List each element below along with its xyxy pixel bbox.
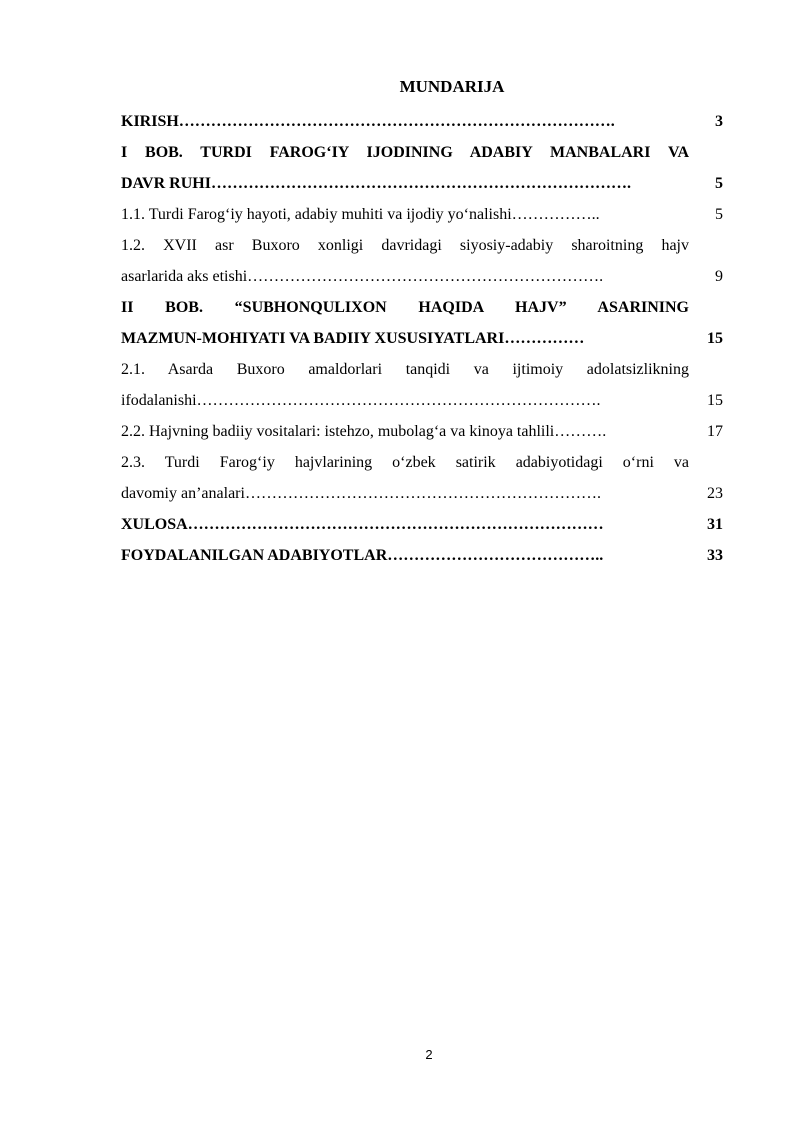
toc-entry-title: KIRISH………………………………………………………………………. bbox=[121, 113, 615, 130]
toc-entry-title: I BOB. TURDI FAROG‘IY IJODINING ADABIY MANBALARI VA bbox=[121, 144, 689, 161]
toc-entry-title: FOYDALANILGAN ADABIYOTLAR………………………………….. bbox=[121, 547, 604, 564]
toc-entry-section-2-1[interactable] bbox=[121, 354, 723, 416]
toc-entry-page: 5 bbox=[715, 175, 723, 192]
toc-entry-page: 23 bbox=[707, 485, 723, 502]
toc-entry-page: 17 bbox=[707, 423, 723, 440]
toc-entry-title: davomiy an’analari…………………………………………………………. bbox=[121, 485, 601, 502]
toc-entry-section-1-1[interactable] bbox=[121, 199, 723, 230]
toc-entry-page: 33 bbox=[707, 547, 723, 564]
toc-entry-title: DAVR RUHI……………………………………………………………………. bbox=[121, 175, 631, 192]
toc-entry-section-2-3[interactable] bbox=[121, 447, 723, 509]
toc-entry-title: 2.2. Hajvning badiiy vositalari: istehzo, mubolag‘a va kinoya tahlili………. bbox=[121, 423, 607, 440]
toc-entry-title: II BOB. “SUBHONQULIXON HAQIDA HAJV” ASARINING bbox=[121, 299, 689, 316]
toc-entry-section-1-2[interactable] bbox=[121, 230, 723, 292]
toc-entry-title: ifodalanishi…………………………………………………………………. bbox=[121, 392, 601, 409]
page-number: 2 bbox=[425, 1047, 433, 1062]
toc-entry-page: 15 bbox=[707, 392, 723, 409]
toc-entry-chapter-1[interactable] bbox=[121, 137, 723, 199]
toc-entry-kirish[interactable] bbox=[121, 106, 723, 137]
toc-heading: MUNDARIJA bbox=[399, 77, 505, 96]
toc-entry-page: 5 bbox=[715, 206, 723, 223]
toc-entry-title: 1.1. Turdi Farog‘iy hayoti, adabiy muhiti va ijodiy yo‘nalishi…………….. bbox=[121, 206, 600, 223]
toc-entry-xulosa[interactable] bbox=[121, 509, 723, 540]
toc-entry-page: 3 bbox=[715, 113, 723, 130]
toc-entry-page: 31 bbox=[707, 516, 723, 533]
toc-entry-title: asarlarida aks etishi…………………………………………………………. bbox=[121, 268, 604, 285]
toc-entry-bibliography[interactable] bbox=[121, 540, 723, 571]
toc-entry-title: 2.3. Turdi Farog‘iy hajvlarining o‘zbek satirik adabiyotidagi o‘rni va bbox=[121, 454, 689, 471]
toc-entry-title: MAZMUN-MOHIYATI VA BADIIY XUSUSIYATLARI…………… bbox=[121, 330, 585, 347]
toc-entry-page: 9 bbox=[715, 268, 723, 285]
toc-entry-title: XULOSA…………………………………………………………………… bbox=[121, 516, 604, 533]
toc-entry-title: 2.1. Asarda Buxoro amaldorlari tanqidi va ijtimoiy adolatsizlikning bbox=[121, 361, 689, 378]
toc-entry-chapter-2[interactable] bbox=[121, 292, 723, 354]
toc-entry-title: 1.2. XVII asr Buxoro xonligi davridagi siyosiy-adabiy sharoitning hajv bbox=[121, 237, 689, 254]
toc-entry-section-2-2[interactable] bbox=[121, 416, 723, 447]
toc-entry-page: 15 bbox=[707, 330, 723, 347]
table-of-contents bbox=[121, 106, 723, 571]
